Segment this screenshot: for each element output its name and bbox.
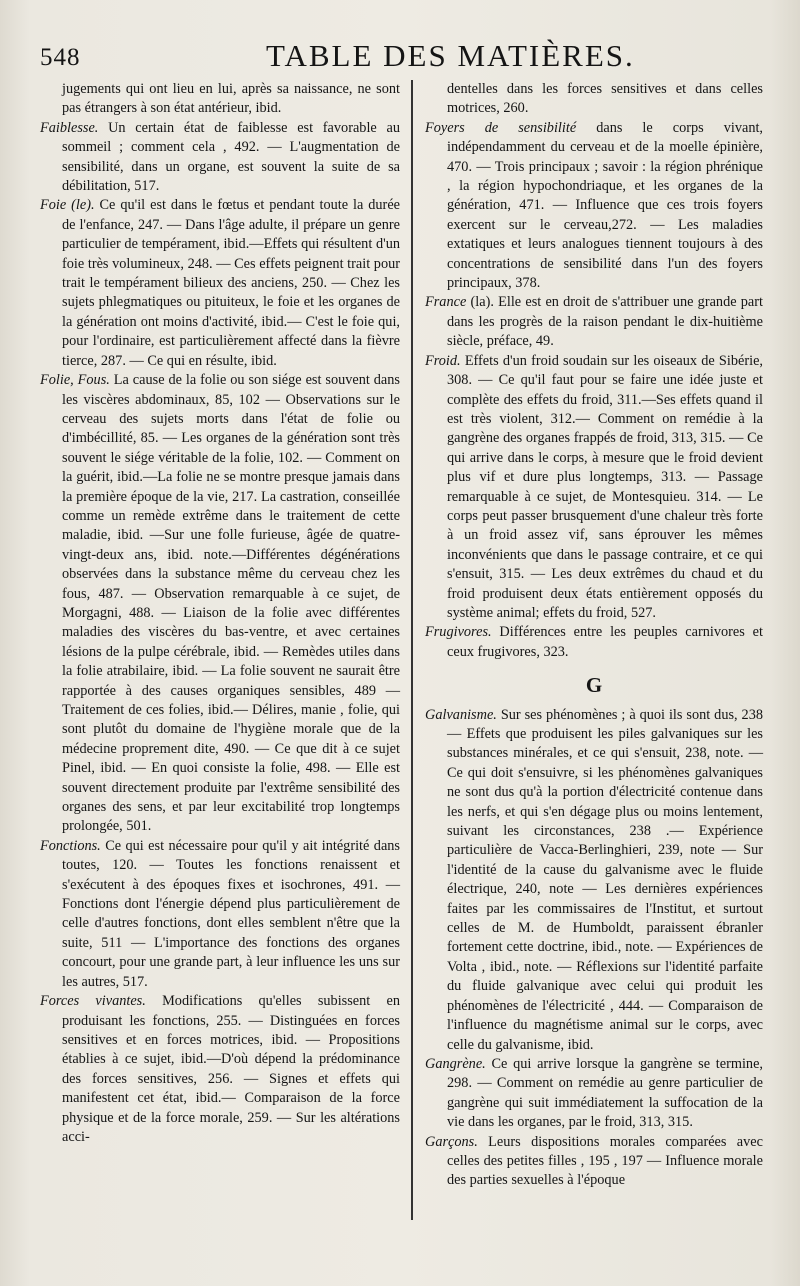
index-entry — [425, 706, 763, 1055]
left-column — [40, 80, 400, 1147]
index-term: Folie, Fous. — [40, 372, 110, 389]
page-header — [40, 38, 760, 78]
index-entry — [40, 837, 400, 992]
index-entry — [40, 371, 400, 837]
index-entry — [40, 119, 400, 197]
index-entry — [425, 623, 763, 662]
index-term: Foyers de sensibilité — [425, 119, 577, 136]
index-term: Foie (le). — [40, 197, 95, 214]
index-entry-text: dans le corps vivant, indépendamment du cerveau et de la moelle épinière, 470. — Trois principaux ; savoir : la région phrénique , la région hypochondriaque, et les organes de la génération, 471. — Influence que ces trois foyers exercent sur le cerveau,272. — Les maladies extatiques et leurs analogues tiennent toujours à des concentrations de sensibilité dans l'un des foyers principaux, 378. — [447, 119, 764, 292]
running-title: TABLE DES MATIÈRES. — [266, 38, 635, 73]
index-entry — [425, 1055, 763, 1133]
index-entry-text: Leurs dispositions morales comparées avec celles des petites filles , 195 , 197 — Influence morale des parties sexuelles à l'époque — [447, 1133, 763, 1189]
index-entry — [425, 80, 763, 119]
index-entry — [425, 352, 763, 624]
index-term: Faiblesse. — [40, 119, 99, 136]
index-entry-text: Sur ses phénomènes ; à quoi ils sont dus, 238 — Effets que produisent les piles galvaniques sur les substances minérales, et ce qui s'ensuit, 238, note. — Ce qui doit s'ensuivre, si les phénomènes galvaniques ne sont dus qu'à la portion d'électricité contenue dans les nerfs, et qui s'en dégage plus ou moins lentement, suivant les circonstances, 238 .— Expérience particulière de Vacca-Berlinghieri, 239, note — Sur l'identité de la cause du galvanisme avec le fluide électrique, 240, note — Les dernières expériences faites par les commissaires de l'Institut, et surtout celles de M. de Humboldt, paraissent ébranler fortement cette doctrine, ibid., note. — Expériences de Volta , ibid., note. — Réflexions sur l'identité parfaite du fluide galvanique avec celui qui produit les phénomènes de l'électricité , 444. — Comparaison de l'influence du magnétisme animal sur le corps, avec celle du galvanisme, ibid. — [447, 706, 763, 1053]
page-number: 548 — [40, 44, 81, 71]
index-entry-text: Effets d'un froid soudain sur les oiseaux de Sibérie, 308. — Ce qu'il faut pour se faire une idée juste et complète des effets du froid, 311.—Ses effets quand il est très violent, 312.— Comment on remédie à la gangrène des organes frappés de froid, 313, 315. — Ce qui arrive dans le corps, à mesure que le froid devient plus vif et dure plus longtemps, 313. — Passage remarquable à ce sujet, de Montesquieu. 314. — Le corps peut passer brusquement d'une chaleur très forte à un froid assez vif, sans éprouver les mêmes inconvénients que dans le passage contraire, et ce qui s'ensuit, 315. — Les deux extrêmes du chaud et du froid produisent deux états entièrement opposés du système animal; effets du froid, 527. — [447, 352, 763, 621]
index-entry-text: (la). Elle est en droit de s'attribuer une grande part dans les progrès de la raison pendant le dix-huitième siècle, préface, 49. — [447, 294, 764, 350]
right-column-g-entries — [425, 706, 763, 1191]
column-divider — [411, 80, 413, 1220]
index-entry-text: dentelles dans les forces sensitives et dans celles motrices, 260. — [447, 81, 763, 117]
index-entry — [425, 1133, 763, 1191]
index-term: France — [425, 294, 467, 311]
index-term: Froid. — [425, 352, 461, 369]
index-entry-text: Un certain état de faiblesse est favorable au sommeil ; comment cela , 492. — L'augmentation de sensibilité, dans un organe, est souvent la suite de sa débilitation, 517. — [62, 119, 400, 195]
index-entry-text: jugements qui ont lieu en lui, après sa naissance, ne sont pas étrangers à son état antérieur, ibid. — [62, 81, 400, 117]
index-entry — [40, 992, 400, 1147]
index-entry-text: Modifications qu'elles subissent en produisant les fonctions, 255. — Distinguées en forces sensitives et en forces motrices, ibid. — Propositions établies à ce sujet, ibid.—D'où dépend la prédominance des forces sensitives, 256. — Signes et effets qui manifestent cet état, ibid.— Comparaison de la force physique et de la force morale, 259. — Sur les altérations acci- — [62, 993, 400, 1145]
index-term: Forces vivantes. — [40, 993, 146, 1010]
index-term: Garçons. — [425, 1133, 478, 1150]
index-entry-text: Ce qui est nécessaire pour qu'il y ait intégrité dans toutes, 120. — Toutes les fonctions renaissent et s'exécutent à des époques fixes et isochrones, 491. — Fonctions dont l'énergie dépend plus particulièrement de celle d'autres fonctions, dont elles semblent n'être que la suite, 511 — L'importance des fonctions des organes concourt, pour une grande part, à leur influence les uns sur les autres, 517. — [62, 837, 400, 990]
index-term: Gangrène. — [425, 1055, 486, 1072]
index-entry — [40, 80, 400, 119]
index-entry — [425, 293, 763, 351]
section-letter-heading: G — [585, 673, 603, 698]
index-entry — [40, 196, 400, 371]
index-entry-text: La cause de la folie ou son siége est souvent dans les viscères abdominaux, 85, 102 — Observations sur le cerveau des sujets morts dans l'état de folie ou d'imbécillité, 85. — Les organes de la génération sont très souvent le siége véritable de la folie, 102. — Comment on la guérit, ibid.—La folie ne se montre presque jamais dans la première époque de la vie, 217. La castration, conseillée comme un remède extrême dans le traitement de cette maladie, ibid. —Sur une folle furieuse, âgée de quatre-vingt-deux ans, ibid. note.—Différentes dégénérations observées dans la substance même du cerveau chez les fous, 487. — Observation remarquable à ce sujet, de Morgagni, 488. — Liaison de la folie avec différentes maladies des viscères du bas-ventre, et avec certaines lésions de la pulpe cérébrale, ibid. — Remèdes utiles dans la folie atrabilaire, ibid. — La folie souvent ne saurait être rapportée à des causes organiques sensibles, 489 — Traitement de ces folies, ibid.— Délires, manie , folie, qui sont plutôt du domaine de l'hygiène morale que de la médecine proprement dite, 490. — Ce que dit à ce sujet Pinel, ibid. — En quoi consiste la folie, 498. — Elle est souvent directement produite par l'extrême sensibilité des organes des sens, et par leur excitabilité trop longtemps prolongée, 501. — [62, 372, 400, 835]
index-entry — [425, 119, 763, 294]
index-term: Galvanisme. — [425, 706, 497, 723]
right-column-f-entries — [425, 80, 763, 662]
index-term: Fonctions. — [40, 837, 101, 854]
right-column — [425, 80, 763, 1191]
index-entry-text: Différences entre les peuples carnivores et ceux frugivores, 323. — [447, 624, 763, 660]
index-term: Frugivores. — [425, 624, 492, 641]
index-entry-text: Ce qu'il est dans le fœtus et pendant toute la durée de l'enfance, 247. — Dans l'âge adulte, il prépare un genre particulier de tempérament, ibid.—Effets qui résultent d'un foie très volumineux, 248. — Ces effets peignent trait pour trait le tempérament bilieux des anciens, 250. — Chez les sujets phlegmatiques ou pituiteux, le foie et les organes de la génération ont moins d'activité, ibid.— C'est le foie qui, pour l'ordinaire, est particulièrement affecté dans la fièvre tierce, 287. — Ce qui en résulte, ibid. — [62, 197, 401, 369]
index-entry-text: Ce qui arrive lorsque la gangrène se termine, 298. — Comment on remédie au genre particulier de gangrène qui suit immédiatement la suffocation de la vie dans les organes, par le froid, 313, 315. — [447, 1055, 764, 1131]
